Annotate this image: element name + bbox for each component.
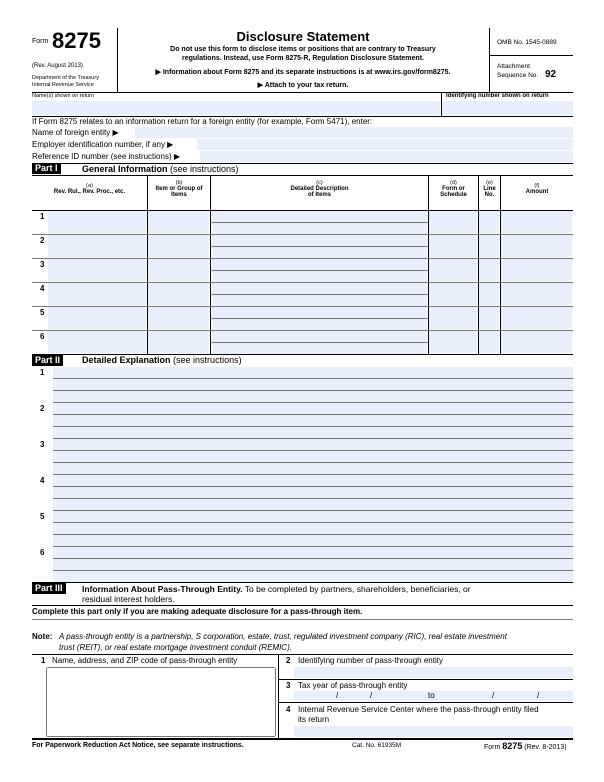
part3-title xyxy=(82,584,572,604)
subtitle-line1: Do not use this form to disclose items or positions that are contrary to Treasury xyxy=(170,46,436,53)
part1-title-note: (see instructions) xyxy=(170,164,239,174)
id-number-label: Identifying number shown on return xyxy=(446,93,549,99)
line4-number: 4 xyxy=(286,705,291,714)
part3-title-rest-2: residual interest holders. xyxy=(82,594,175,604)
reference-id-label: Reference ID number (see instructions) ▶ xyxy=(32,152,180,161)
footer-form-prefix: Form xyxy=(484,744,501,751)
part2-explanation-field[interactable] xyxy=(53,379,573,390)
part1-item-field[interactable] xyxy=(148,307,209,329)
part1-item-field[interactable] xyxy=(148,211,209,233)
part1-amount-field[interactable] xyxy=(501,283,572,305)
part1-rev-rul-field[interactable] xyxy=(48,235,146,257)
line2-label: Identifying number of pass-through entity xyxy=(298,656,443,665)
part1-amount-field[interactable] xyxy=(501,307,572,329)
col-a-text: Rev. Rul., Rev. Proc., etc. xyxy=(53,189,126,195)
complete-note: Complete this part only if you are making adequate disclosure for a pass-through item. xyxy=(32,607,363,616)
subtitle-line2: regulations. Instead, use Form 8275-R, Regulation Disclosure Statement. xyxy=(182,55,424,62)
part1-description-field[interactable] xyxy=(212,343,427,354)
col-a-letter: (a) xyxy=(86,183,93,189)
part1-form-schedule-field[interactable] xyxy=(429,259,477,281)
sequence-label: Sequence No. xyxy=(497,72,539,79)
col-b-letter: (b) xyxy=(175,180,183,186)
paperwork-notice: For Paperwork Reduction Act Notice, see separate instructions. xyxy=(32,742,244,749)
line2-number: 2 xyxy=(286,656,291,665)
part2-explanation-field[interactable] xyxy=(53,415,573,426)
part1-item-field[interactable] xyxy=(148,283,209,305)
part2-explanation-field[interactable] xyxy=(53,463,573,474)
part2-explanation-field[interactable] xyxy=(53,451,573,462)
col-b-text: Item or Group of Items xyxy=(155,186,203,198)
part2-explanation-field[interactable] xyxy=(53,475,573,486)
part2-explanation-field[interactable] xyxy=(53,571,573,582)
part1-form-schedule-field[interactable] xyxy=(429,283,477,305)
part2-title xyxy=(82,355,242,365)
line1-number: 1 xyxy=(41,656,46,665)
line3-number: 3 xyxy=(286,681,291,690)
irs-center-field[interactable] xyxy=(294,726,573,737)
part1-form-schedule-field[interactable] xyxy=(429,331,477,353)
part1-item-field[interactable] xyxy=(148,235,209,257)
part2-row-number: 4 xyxy=(40,476,45,485)
attach-line: ▶ Attach to your tax return. xyxy=(257,82,349,89)
part2-explanation-field[interactable] xyxy=(53,367,573,378)
note-line1: A pass-through entity is a partnership, S corporation, estate, trust, regulated investment company (RIC), real estate investment xyxy=(59,632,507,641)
part1-label: Part I xyxy=(32,163,61,174)
cat-number: Cat. No. 61935M xyxy=(352,742,402,749)
pass-through-id-field[interactable] xyxy=(294,667,573,678)
col-d-text: Form or Schedule xyxy=(440,186,467,198)
part1-item-field[interactable] xyxy=(148,259,209,281)
part1-description-field[interactable] xyxy=(212,283,427,294)
part1-description-field[interactable] xyxy=(212,307,427,318)
name-field[interactable] xyxy=(32,101,440,115)
part1-amount-field[interactable] xyxy=(501,211,572,233)
part1-amount-field[interactable] xyxy=(501,235,572,257)
part2-title-note: (see instructions) xyxy=(173,355,242,365)
slash-3: / xyxy=(492,691,495,700)
foreign-intro: If Form 8275 relates to an information return for a foreign entity (for example, Form 5471), enter: xyxy=(32,117,373,126)
part2-label: Part II xyxy=(32,355,63,366)
info-line: ▶ Information about Form 8275 and its separate instructions is at www.irs.gov/form8275. xyxy=(155,69,451,76)
part1-amount-field[interactable] xyxy=(501,259,572,281)
part1-row-number: 3 xyxy=(40,260,45,269)
part1-description-field[interactable] xyxy=(212,295,427,306)
part2-title-text: Detailed Explanation xyxy=(82,355,171,365)
part1-row-number: 5 xyxy=(40,308,45,317)
col-a-header xyxy=(32,183,147,195)
part1-row-number: 1 xyxy=(40,212,45,221)
part2-explanation-field[interactable] xyxy=(53,523,573,534)
part2-explanation-field[interactable] xyxy=(53,403,573,414)
part1-line-no-field[interactable] xyxy=(479,235,499,257)
col-f-text: Amount xyxy=(525,189,549,195)
part2-explanation-field[interactable] xyxy=(53,439,573,450)
part1-rev-rul-field[interactable] xyxy=(48,331,146,353)
sequence-number: 92 xyxy=(545,69,557,80)
ein-field[interactable] xyxy=(197,139,573,150)
part2-explanation-field[interactable] xyxy=(53,427,573,438)
reference-id-field[interactable] xyxy=(200,151,573,162)
part2-row-number: 1 xyxy=(40,368,45,377)
form-number: 8275 xyxy=(52,28,101,53)
part2-explanation-field[interactable] xyxy=(53,499,573,510)
part1-form-schedule-field[interactable] xyxy=(429,307,477,329)
col-c-letter: (c) xyxy=(316,180,323,186)
name-label: Name(s) shown on return xyxy=(32,93,95,99)
col-d-header xyxy=(429,180,478,198)
part1-title-text: General Information xyxy=(82,164,168,174)
part1-column-divider xyxy=(210,175,211,354)
col-e-header xyxy=(479,180,500,198)
part2-row-number: 6 xyxy=(40,548,45,557)
part1-description-field[interactable] xyxy=(212,271,427,282)
to-label: to xyxy=(428,691,435,700)
part3-title-rest-1: To be completed by partners, shareholders, beneficiaries, or xyxy=(244,584,471,594)
part1-row-number: 2 xyxy=(40,236,45,245)
slash-1: / xyxy=(336,691,339,700)
part1-rev-rul-field[interactable] xyxy=(48,307,146,329)
part2-explanation-field[interactable] xyxy=(53,391,573,402)
col-b-header xyxy=(148,180,210,198)
slash-2: / xyxy=(370,691,373,700)
part1-row-number: 6 xyxy=(40,332,45,341)
col-c-header xyxy=(211,180,428,198)
part1-item-field[interactable] xyxy=(148,331,209,353)
attachment-label: Attachment xyxy=(497,63,530,70)
part1-description-field[interactable] xyxy=(212,247,427,258)
part2-explanation-field[interactable] xyxy=(53,511,573,522)
part1-line-no-field[interactable] xyxy=(479,259,499,281)
dept-treasury: Department of the Treasury xyxy=(32,75,99,81)
form-prefix: Form xyxy=(32,38,49,45)
foreign-name-label: Name of foreign entity ▶ xyxy=(32,128,119,137)
line3-label: Tax year of pass-through entity xyxy=(298,681,408,690)
part1-line-no-field[interactable] xyxy=(479,331,499,353)
part1-description-field[interactable] xyxy=(212,211,427,222)
part1-title xyxy=(82,164,239,174)
part1-rev-rul-field[interactable] xyxy=(48,211,146,233)
col-f-header xyxy=(501,183,573,195)
slash-4: / xyxy=(537,691,540,700)
part3-title-text: Information About Pass-Through Entity. xyxy=(82,584,243,594)
part2-explanation-field[interactable] xyxy=(53,547,573,558)
line4-label-1: Internal Revenue Service Center where the pass-through entity filed xyxy=(298,705,539,714)
part2-row-number: 3 xyxy=(40,440,45,449)
part2-explanation-field[interactable] xyxy=(53,487,573,498)
irs-name: Internal Revenue Service xyxy=(32,82,94,88)
part1-description-field[interactable] xyxy=(212,331,427,342)
part3-label: Part III xyxy=(32,583,66,594)
omb-number: OMB No. 1545-0889 xyxy=(497,39,557,46)
line4-label-2: its return xyxy=(298,715,330,724)
footer-form xyxy=(484,741,567,751)
col-f-letter: (f) xyxy=(534,183,540,189)
part1-amount-field[interactable] xyxy=(501,331,572,353)
part1-line-no-field[interactable] xyxy=(479,211,499,233)
part2-row-number: 5 xyxy=(40,512,45,521)
part1-form-schedule-field[interactable] xyxy=(429,235,477,257)
note-label: Note: xyxy=(32,632,53,641)
pass-through-name-address-field[interactable] xyxy=(46,667,276,737)
note-line2: trust (REIT), or real estate mortgage investment conduit (REMIC). xyxy=(59,643,292,652)
part1-row-number: 4 xyxy=(40,284,45,293)
part1-rev-rul-field[interactable] xyxy=(48,259,146,281)
part1-description-field[interactable] xyxy=(212,223,427,234)
part1-description-field[interactable] xyxy=(212,259,427,270)
form-title: Disclosure Statement xyxy=(236,29,370,44)
part1-form-schedule-field[interactable] xyxy=(429,211,477,233)
revision-date: (Rev. August 2013) xyxy=(32,63,83,69)
part2-explanation-field[interactable] xyxy=(53,559,573,570)
col-d-letter: (d) xyxy=(450,180,457,186)
part1-description-field[interactable] xyxy=(212,319,427,330)
id-number-field[interactable] xyxy=(442,101,573,115)
part2-explanation-field[interactable] xyxy=(53,535,573,546)
part2-row-number: 2 xyxy=(40,404,45,413)
part1-line-no-field[interactable] xyxy=(479,283,499,305)
col-c-text: Detailed Description of Items xyxy=(290,186,349,198)
part1-line-no-field[interactable] xyxy=(479,307,499,329)
line1-label: Name, address, and ZIP code of pass-through entity xyxy=(52,656,238,665)
part1-rev-rul-field[interactable] xyxy=(48,283,146,305)
col-e-letter: (e) xyxy=(486,180,493,186)
ein-label: Employer identification number, if any ▶ xyxy=(32,140,174,149)
footer-rev: (Rev. 8-2013) xyxy=(524,744,567,751)
foreign-name-field[interactable] xyxy=(135,127,573,138)
col-e-text: Line No. xyxy=(483,186,496,198)
part1-description-field[interactable] xyxy=(212,235,427,246)
footer-form-number: 8275 xyxy=(502,741,523,751)
